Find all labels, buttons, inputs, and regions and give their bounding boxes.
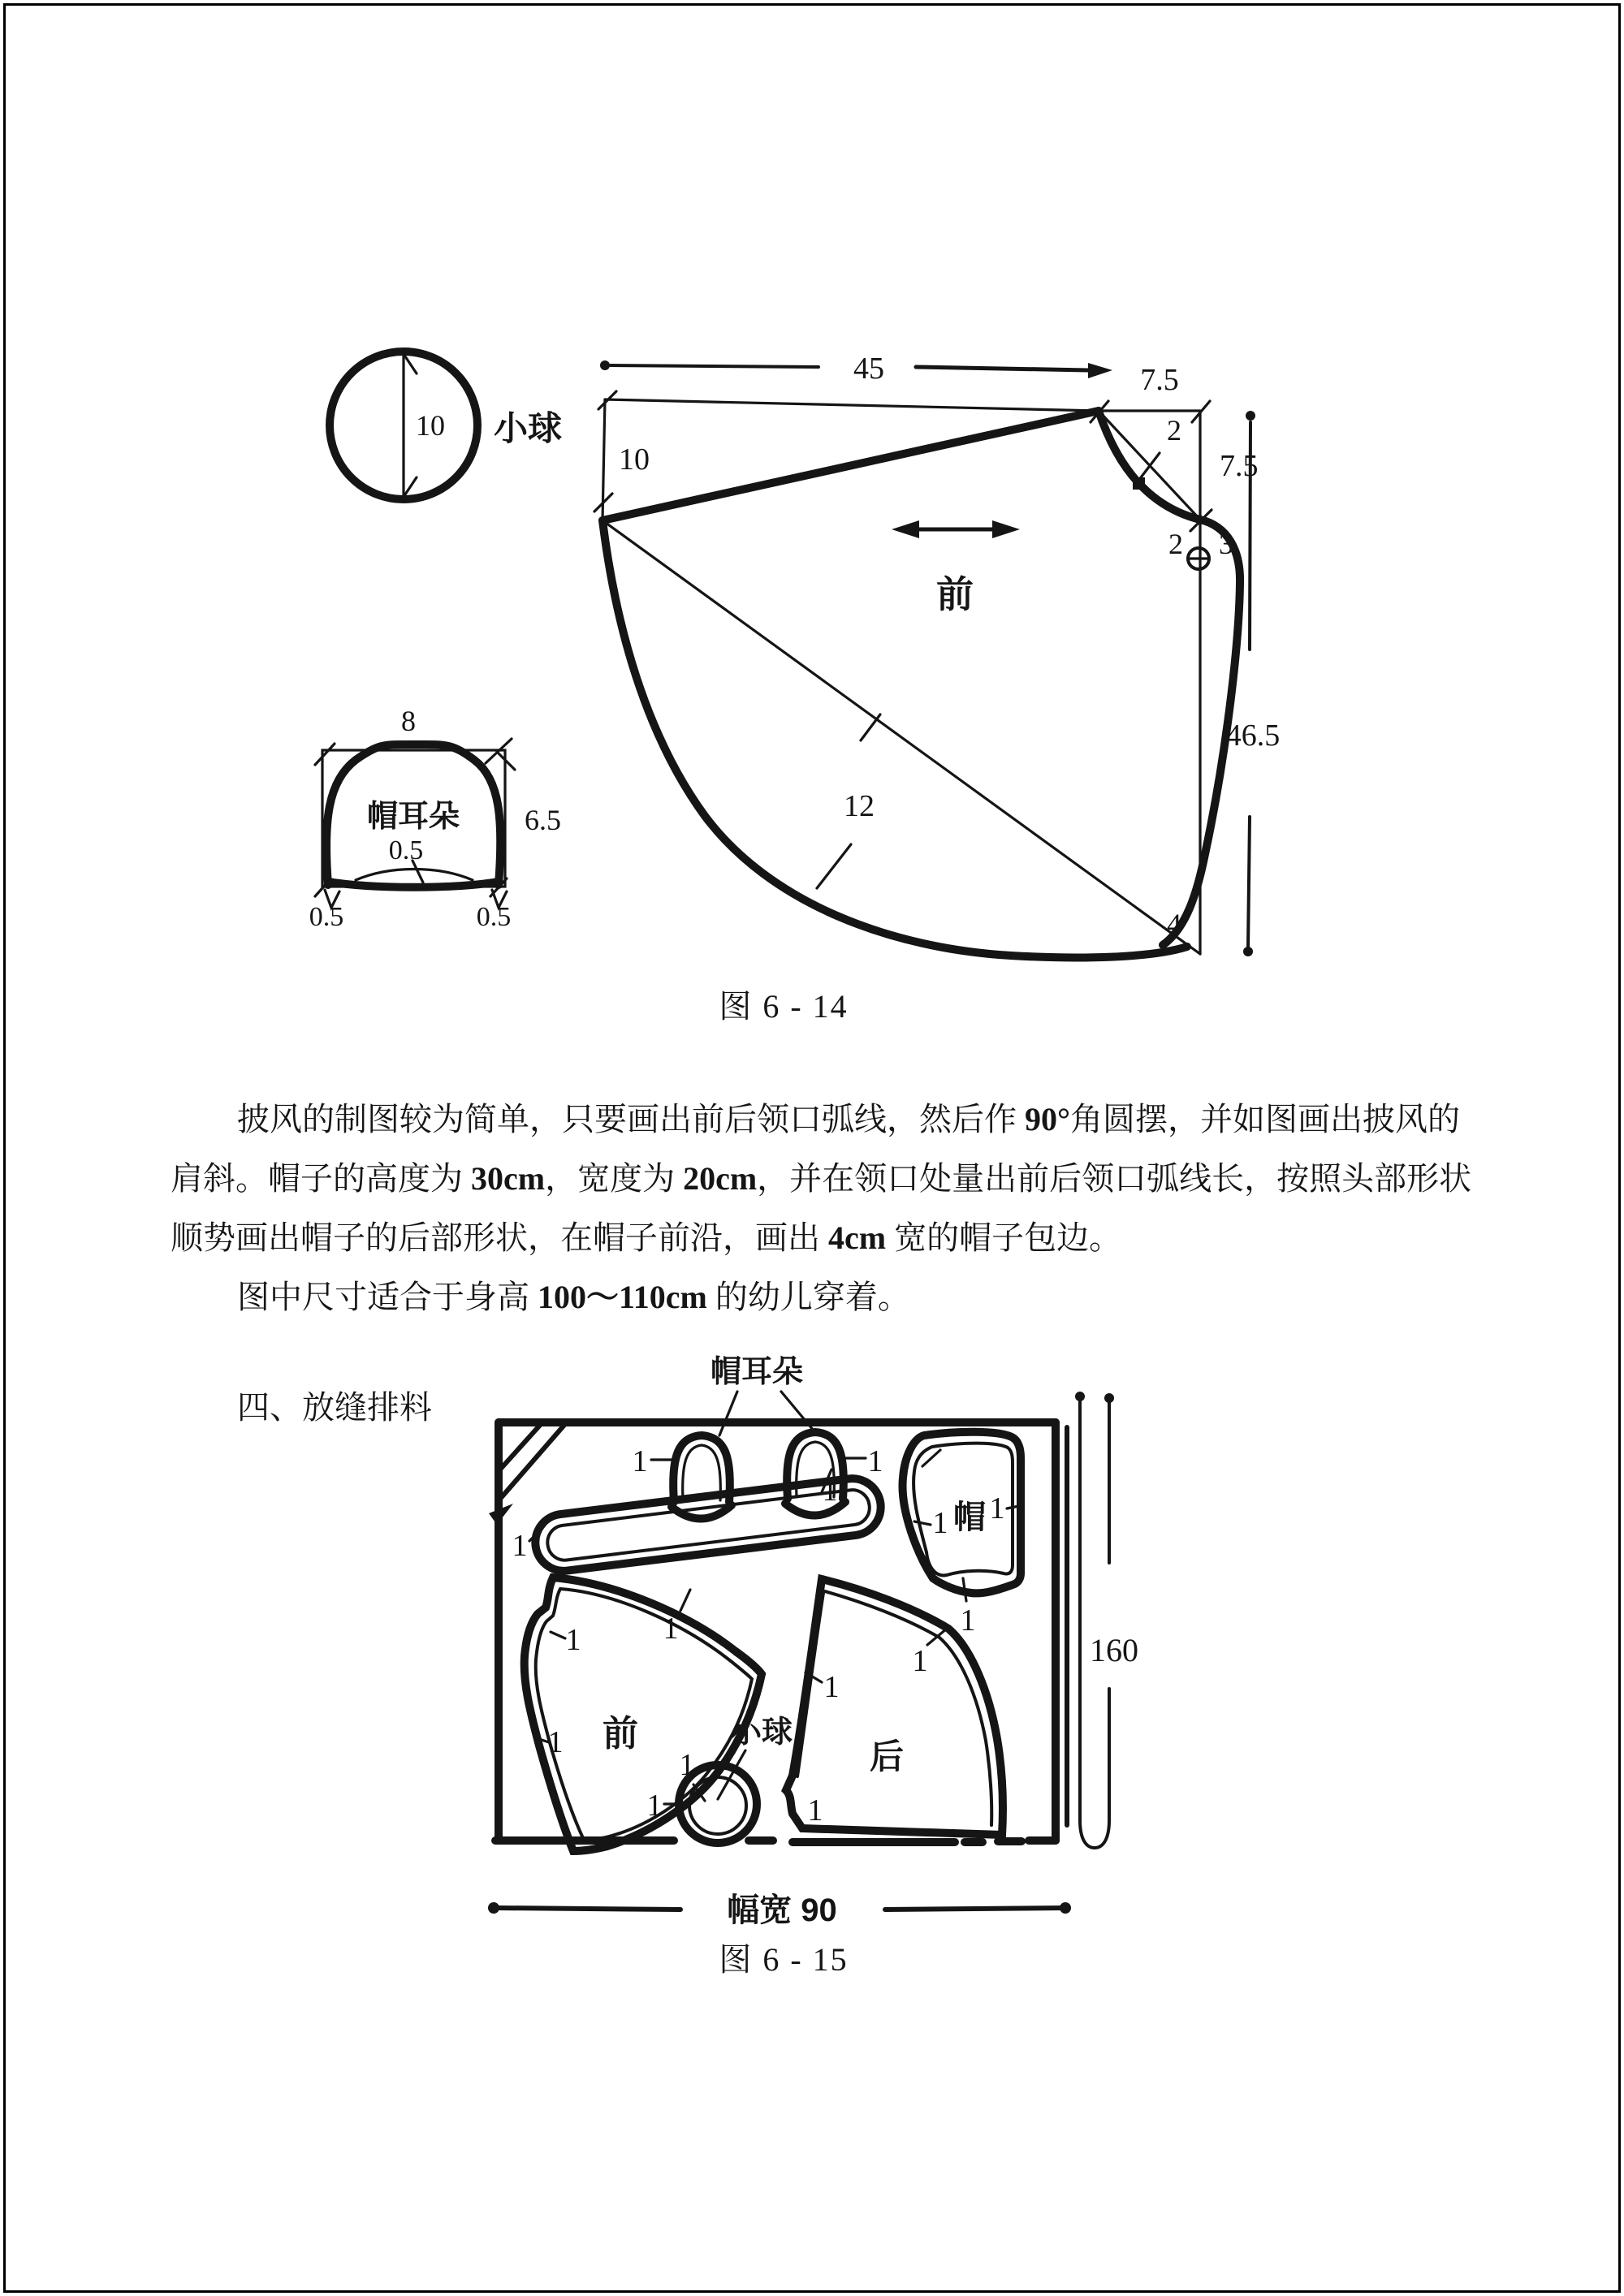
ball-diameter-value: 10 [416,409,445,442]
dim-corner-value: 4 [1167,908,1181,940]
text-run: 肩斜。帽子的高度为 [171,1160,471,1197]
dim10-value: 10 [619,442,650,477]
seam-allowance-value: 1 [867,1444,883,1478]
cape-hem-curve [603,520,1187,957]
figure-6-14-caption: 图 6 - 14 [719,988,849,1025]
text-run-number: 20cm [683,1160,758,1197]
ball-label: 小球 [494,409,563,447]
hat-ear-width-value: 8 [401,705,416,737]
dim-button-right-value: 3 [1219,528,1233,560]
cape-top-construction-line [605,399,1200,411]
seam-allowance-value: 1 [646,1789,663,1823]
intro-line-4 [171,1267,1486,1327]
hat-ear-label: 帽耳朵 [367,800,460,834]
hat-ear-seam-line [356,870,473,881]
intro-line-2 [171,1149,1486,1208]
text-run-number: 30cm [471,1160,546,1197]
hat-ear-bottom-edge [328,882,499,887]
hem-leader-line [817,844,851,888]
length-dim-dot-left [1075,1392,1085,1401]
width-dim-line-left [499,1908,680,1910]
corner-fold-lines [499,1422,565,1499]
hat-ear-pieces [633,1355,883,1520]
intro-paragraph [171,1090,1486,1327]
seam-leader [551,1632,565,1638]
hood-piece [903,1432,1023,1638]
text-run: 图中尺寸适合于身高 [237,1279,538,1315]
seam-allowance-value: 1 [547,1725,564,1759]
seam-allowance-value: 1 [632,1444,648,1478]
hat-ear-height-value: 6.5 [525,804,561,836]
hat-ear-pattern [309,705,561,932]
seam-allowance-value: 1 [663,1612,679,1646]
hat-ear-pieces-label: 帽耳朵 [710,1355,804,1389]
dim465-line-lower [1248,817,1250,948]
seam-leader [914,1521,931,1525]
seam-allowance-value: 1 [912,1644,928,1678]
seam-allowance-value: 1 [932,1506,948,1540]
front-label: 前 [603,1714,638,1754]
width-dim-dot-right [1060,1902,1071,1914]
seam-allowance-value: 1 [565,1623,581,1657]
text-run-number: 100～110cm [538,1279,707,1315]
seam-allowance-value: 1 [807,1793,823,1828]
seam-allowance-value: 1 [512,1529,528,1563]
seam-leader [963,1578,966,1601]
figure-6-14-diagram [292,325,1315,974]
ball-pattern [330,352,562,499]
back-label: 后 [869,1737,905,1776]
cape-shoulder-line [603,411,1099,520]
cape-diagonal-line [603,520,1200,954]
text-run: 的幼儿穿着。 [706,1279,910,1315]
figure-6-15-caption: 图 6 - 15 [719,1941,849,1978]
length-dimension [1075,1392,1138,1848]
fabric-bottom-dashed-edge [495,1841,1056,1842]
text-run: 角圆摆，并如图画出披风的 [1070,1101,1460,1137]
seam-leader [680,1590,690,1611]
dim45-arrowhead [1088,363,1112,378]
dim45-line-left [611,365,818,367]
intro-line-3 [171,1208,1486,1267]
hat-ear-label-leaders [719,1392,814,1435]
dim-button-left-value: 2 [1168,528,1183,560]
dim465-bottom-dot [1243,947,1253,956]
section-heading: 四、放缝排料 [237,1389,432,1426]
dim-neck-depth-value: 2 [1167,414,1181,447]
width-dimension [488,1892,1071,1928]
text-run: 顺势画出帽子的后部形状，在帽子前沿，画出 [171,1219,828,1256]
width-dim-line-right [885,1908,1062,1910]
diagonal-tick [861,714,880,740]
hood-label: 帽 [953,1500,986,1535]
ball-diameter-arrowheads [404,354,417,497]
seam-allowance-value: 1 [679,1748,695,1782]
hat-ear-corner-right-value: 0.5 [476,902,512,932]
cape-pattern [594,352,1280,957]
length-dim-dot-right [1104,1393,1114,1403]
seam-allowance-value: 1 [960,1603,976,1638]
hat-ear-seam-value: 0.5 [388,835,424,865]
text-run: ，宽度为 [545,1160,684,1197]
front-outline [525,1577,762,1851]
text-run: 披风的制图较为简单，只要画出前后领口弧线，然后作 [237,1101,1025,1137]
dim-front-drop-value: 7.5 [1220,449,1259,483]
figure-6-15-diagram [471,1348,1137,1981]
ball-label: 小球 [730,1716,793,1750]
intro-line-1 [171,1090,1486,1149]
dim-neck-width-value: 7.5 [1140,363,1179,397]
dim465-value: 46.5 [1225,719,1281,753]
width-dim-value: 幅宽 90 [727,1892,837,1928]
text-run: ，并在领口处量出前后领口弧线长，按照头部形状 [757,1160,1472,1197]
dim-hem-note-value: 12 [844,789,875,823]
text-run: 宽的帽子包边。 [886,1219,1122,1256]
length-dim-line-lower [1080,1398,1109,1848]
text-run-number: 90° [1025,1101,1070,1137]
neckline-mark-square [1133,477,1145,490]
dim465-top-dot [1246,411,1255,421]
back-seam-left [797,1593,823,1776]
seam-allowance-value: 1 [989,1491,1005,1526]
text-run-number: 4cm [828,1219,887,1256]
seam-allowance-value: 1 [823,1670,840,1704]
seam-allowance-value: 1 [822,1474,838,1508]
dim45-value: 45 [853,352,884,386]
ball-piece [647,1716,793,1843]
ball-seam [689,1777,746,1834]
front-piece [525,1577,762,1851]
dim45-dot [600,360,610,370]
length-dim-value: 160 [1090,1632,1138,1668]
hat-ear-corner-left-value: 0.5 [309,902,344,932]
dim45-line-right [916,367,1088,370]
cape-front-label: 前 [936,573,974,615]
